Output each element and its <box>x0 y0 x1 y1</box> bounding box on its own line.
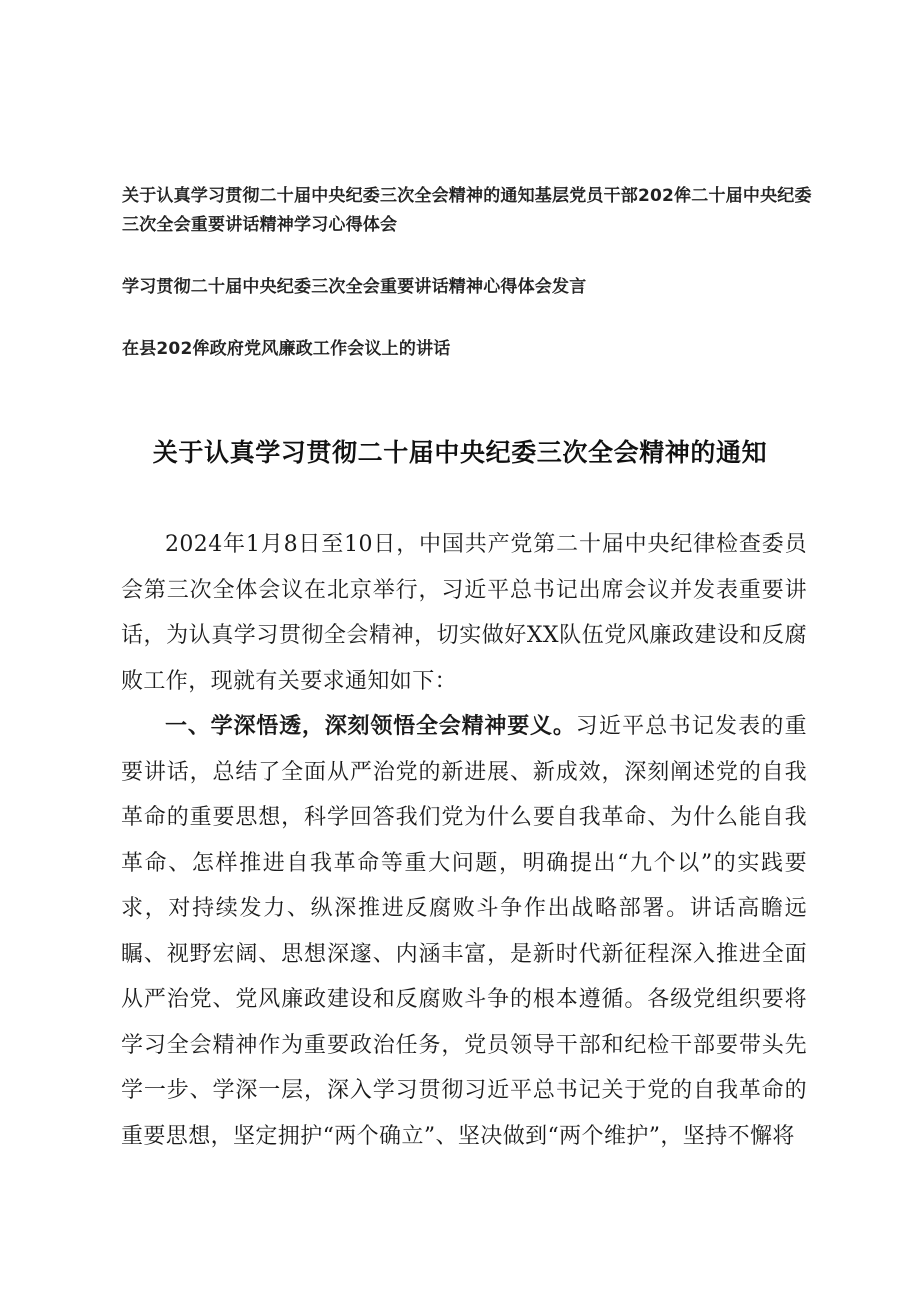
section-1-paragraph <box>121 704 807 1159</box>
toc-item[interactable]: 在县202侔政府党风廉政工作会议上的讲话 <box>122 339 451 359</box>
toc-item[interactable]: 学习贯彻二十届中央纪委三次全会重要讲话精神心得体会发言 <box>122 277 587 297</box>
section-1-heading: 一、学深悟透，深刻领悟全会精神要义。 <box>165 714 576 739</box>
toc-item[interactable]: 关于认真学习贯彻二十届中央纪委三次全会精神的通知基层党员干部202侔二十届中央纪委三次全会重要讲话精神学习心得体会 <box>122 186 812 235</box>
section-1-text: 习近平总书记发表的重要讲话，总结了全面从严治党的新进展、新成效，深刻阐述党的自我革命的重要思想，科学回答我们党为什么要自我革命、为什么能自我革命、怎样推进自我革命等重大问题，明确提出“九个以”的实践要求，对持续发力、纵深推进反腐败斗争作出战略部署。讲话高瞻远瞩、视野宏阔、思想深邃、内涵丰富，是新时代新征程深入推进全面从严治党、党风廉政建设和反腐败斗争的根本遵循。各级党组织要将学习全会精神作为重要政治任务，党员领导干部和纪检干部要带头先学一步、学深一层，深入学习贯彻习近平总书记关于党的自我革命的重要思想，坚定拥护“两个确立”、坚决做到“两个维护”，坚持不懈将 <box>121 714 807 1149</box>
document-body <box>121 522 807 1159</box>
intro-paragraph: 2024年1月8日至10日，中国共产党第二十届中央纪律检查委员会第三次全体会议在北京举行，习近平总书记出席会议并发表重要讲话，为认真学习贯彻全会精神，切实做好XX队伍党风廉政建设和反腐败工作，现就有关要求通知如下： <box>121 532 807 694</box>
document-title: 关于认真学习贯彻二十届中央纪委三次全会精神的通知 <box>152 438 768 467</box>
table-of-contents <box>122 182 812 364</box>
